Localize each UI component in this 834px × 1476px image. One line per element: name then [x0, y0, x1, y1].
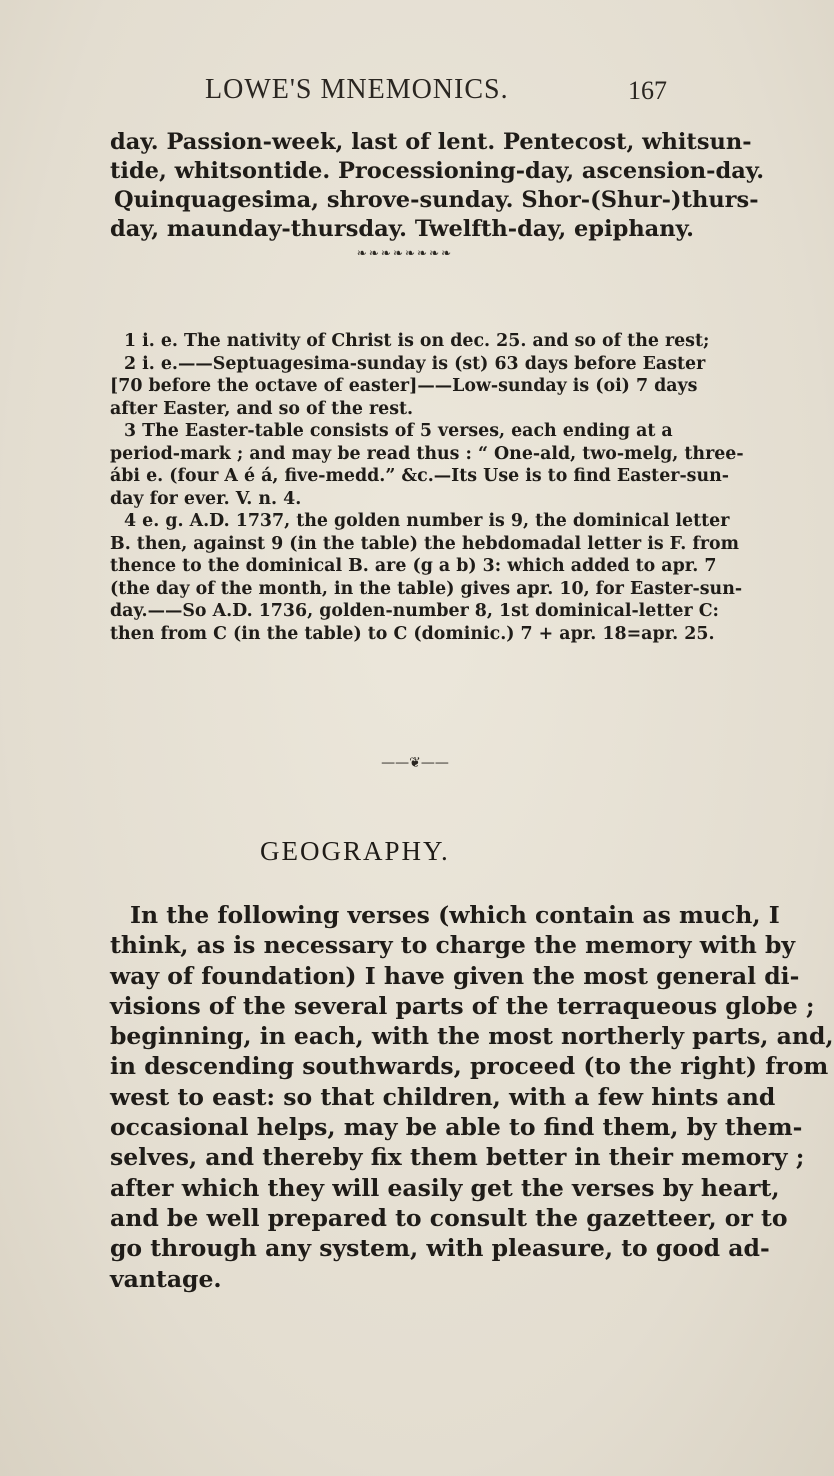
footnote-line: day.——So A.D. 1736, golden-number 8, 1st dominical-letter C: [110, 601, 719, 621]
text-line: day, maunday-thursday. Twelfth-day, epiphany. [110, 216, 694, 242]
text-line: in descending southwards, proceed (to the right) from [110, 1052, 829, 1081]
footnote-line: after Easter, and so of the rest. [110, 398, 414, 419]
footnote-line: day for ever. V. n. 4. [110, 488, 302, 509]
footnote-line: 2 i. e.——Septuagesima-sunday is (st) 63 days before Easter [124, 353, 706, 374]
footnote-line: 3 The Easter-table consists of 5 verses, each ending at a [124, 421, 673, 441]
section-paragraph [110, 900, 834, 1294]
text-line: day. Passion-week, last of lent. Pentecost, whitsun- [110, 129, 752, 155]
text-line: vantage. [110, 1264, 222, 1293]
page-header [0, 74, 800, 114]
footnote-line: period-mark ; and may be read thus : “ One-ald, two-melg, three- [110, 443, 744, 464]
continued-paragraph [110, 128, 765, 244]
text-line: west to east: so that children, with a few hints and [110, 1082, 776, 1111]
text-line: In the following verses (which contain as much, I [130, 901, 780, 929]
text-line: selves, and thereby fix them better in their memory ; [110, 1143, 805, 1172]
text-line: occasional helps, may be able to find them, by them- [110, 1113, 803, 1142]
text-line: visions of the several parts of the terraqueous globe ; [110, 991, 815, 1020]
text-line: after which they will easily get the verses by heart, [110, 1173, 780, 1202]
footnote-line: then from C (in the table) to C (dominic.) 7 + apr. 18=apr. 25. [110, 623, 715, 644]
text-line: go through any system, with pleasure, to good ad- [110, 1234, 770, 1263]
footnotes [110, 330, 744, 645]
text-line: Quinquagesima, shrove-sunday. Shor-(Shur-)thurs- [114, 187, 759, 213]
running-head: LOWE'S MNEMONICS. [205, 74, 509, 105]
footnote-line: [70 before the octave of easter]——Low-sunday is (oi) 7 days [110, 376, 698, 396]
footnote-line: ábi e. (four A é á, five-medd.” &c.—Its Use is to find Easter-sun- [110, 466, 729, 486]
footnote-line: thence to the dominical B. are (g a b) 3: which added to apr. 7 [110, 556, 717, 576]
text-line: think, as is necessary to charge the memory with by [110, 931, 796, 960]
text-line: and be well prepared to consult the gazetteer, or to [110, 1203, 788, 1232]
footnote-line: 4 e. g. A.D. 1737, the golden number is 9, the dominical letter [124, 511, 730, 531]
footnote-line: (the day of the month, in the table) gives apr. 10, for Easter-sun- [110, 578, 743, 599]
section-heading: GEOGRAPHY. [260, 836, 450, 866]
section-divider: ——❦—— [381, 755, 449, 771]
text-line: way of foundation) I have given the most general di- [110, 961, 800, 990]
text-line: tide, whitsontide. Processioning-day, ascension-day. [110, 158, 765, 184]
page-number: 167 [628, 76, 667, 105]
footnote-line: 1 i. e. The nativity of Christ is on dec. 25. and so of the rest; [124, 331, 710, 351]
text-line: beginning, in each, with the most northerly parts, and, [110, 1022, 834, 1051]
decorative-ornament: ❧❧❧❧❧❧❧❧ [356, 246, 454, 260]
footnote-line: B. then, against 9 (in the table) the hebdomadal letter is F. from [110, 533, 740, 554]
